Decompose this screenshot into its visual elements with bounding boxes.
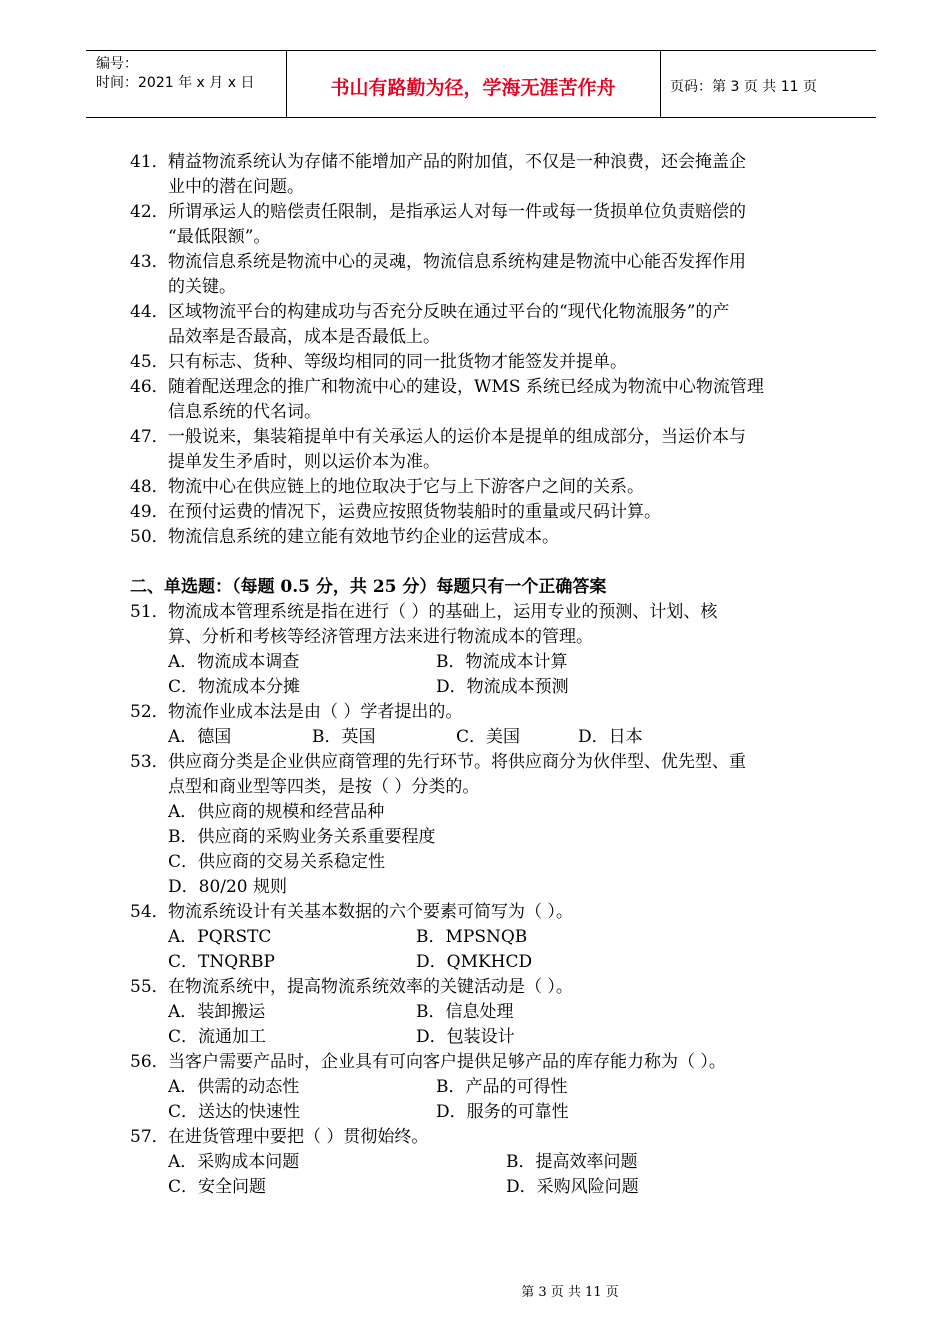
question-text-line: 只有标志、货种、等级均相同的同一批货物才能签发并提单。 <box>168 352 627 372</box>
question-text-line: 随着配送理念的推广和物流中心的建设，WMS 系统已经成为物流中心物流管理 <box>168 377 764 397</box>
question-number: 51． <box>130 602 169 622</box>
question-number: 45． <box>130 352 169 372</box>
code-label: 编号： <box>96 56 138 72</box>
footer-page-number: 第 3 页 共 11 页 <box>521 1285 619 1300</box>
question-text-line: 品效率是否最高，成本是否最低上。 <box>168 327 440 347</box>
answer-option: C．送达的快速性 <box>168 1102 301 1122</box>
answer-option: B．物流成本计算 <box>436 652 568 672</box>
question-text-line: 物流中心在供应链上的地位取决于它与上下游客户之间的关系。 <box>168 477 644 497</box>
answer-option: D．QMKHCD <box>416 952 533 972</box>
answer-option: A．德国 <box>168 727 232 747</box>
question-number: 50． <box>130 527 169 547</box>
answer-option: C．流通加工 <box>168 1027 267 1047</box>
answer-option: A．供需的动态性 <box>168 1077 300 1097</box>
question-number: 53． <box>130 752 169 772</box>
question-text-line: 的关键。 <box>168 277 236 297</box>
answer-option: C．美国 <box>456 727 521 747</box>
answer-option: D．物流成本预测 <box>436 677 569 697</box>
question-text-line: 点型和商业型等四类，是按（ ）分类的。 <box>168 777 480 797</box>
answer-option: D．日本 <box>578 727 643 747</box>
answer-option: A．供应商的规模和经营品种 <box>168 802 385 822</box>
question-text-line: 物流信息系统是物流中心的灵魂，物流信息系统构建是物流中心能否发挥作用 <box>168 252 746 272</box>
question-text-line: 物流成本管理系统是指在进行（ ）的基础上，运用专业的预测、计划、核 <box>168 602 718 622</box>
answer-option: D．80/20 规则 <box>168 877 288 897</box>
answer-option: B．信息处理 <box>416 1002 514 1022</box>
answer-option: C．物流成本分摊 <box>168 677 301 697</box>
header-motto: 书山有路勤为径，学海无涯苦作舟 <box>330 77 616 99</box>
question-text-line: 物流作业成本法是由（ ）学者提出的。 <box>168 702 463 722</box>
question-text-line: 在进货管理中要把（ ）贯彻始终。 <box>168 1127 429 1147</box>
answer-option: D．服务的可靠性 <box>436 1102 569 1122</box>
answer-option: A．PQRSTC <box>168 927 272 947</box>
answer-option: D．包装设计 <box>416 1027 515 1047</box>
question-number: 44． <box>130 302 169 322</box>
question-number: 48． <box>130 477 169 497</box>
answer-option: B．MPSNQB <box>416 927 528 947</box>
answer-option: D．采购风险问题 <box>506 1177 639 1197</box>
question-text-line: 信息系统的代名词。 <box>168 402 321 422</box>
question-number: 41． <box>130 152 169 172</box>
answer-option: C．安全问题 <box>168 1177 267 1197</box>
question-number: 49． <box>130 502 169 522</box>
answer-option: A．物流成本调查 <box>168 652 300 672</box>
answer-option: C．TNQRBP <box>168 952 275 972</box>
question-text-line: 在预付运费的情况下，运费应按照货物装船时的重量或尺码计算。 <box>168 502 661 522</box>
question-number: 46． <box>130 377 169 397</box>
question-text-line: 算、分析和考核等经济管理方法来进行物流成本的管理。 <box>168 627 593 647</box>
answer-option: B．产品的可得性 <box>436 1077 568 1097</box>
question-text-line: 区域物流平台的构建成功与否充分反映在通过平台的“现代化物流服务”的产 <box>168 302 730 322</box>
question-text-line: 在物流系统中，提高物流系统效率的关键活动是（ ）。 <box>168 977 573 997</box>
question-number: 55． <box>130 977 169 997</box>
question-number: 43． <box>130 252 169 272</box>
page-footer <box>0 1281 950 1300</box>
question-number: 42． <box>130 202 169 222</box>
answer-option: B．提高效率问题 <box>506 1152 638 1172</box>
question-number: 52． <box>130 702 169 722</box>
answer-option: C．供应商的交易关系稳定性 <box>168 852 386 872</box>
question-number: 47． <box>130 427 169 447</box>
question-text-line: 物流信息系统的建立能有效地节约企业的运营成本。 <box>168 527 559 547</box>
header-page-info: 页码：第 3 页 共 11 页 <box>670 79 817 95</box>
answer-option: A．采购成本问题 <box>168 1152 300 1172</box>
question-number: 54． <box>130 902 169 922</box>
answer-option: B．英国 <box>312 727 376 747</box>
question-text-line: 一般说来，集装箱提单中有关承运人的运价本是提单的组成部分，当运价本与 <box>168 427 746 447</box>
question-text-line: 提单发生矛盾时，则以运价本为准。 <box>168 452 440 472</box>
question-text-line: 物流系统设计有关基本数据的六个要素可简写为（ ）。 <box>168 902 573 922</box>
question-text-line: 精益物流系统认为存储不能增加产品的附加值，不仅是一种浪费，还会掩盖企 <box>168 152 746 172</box>
question-text-line: 当客户需要产品时，企业具有可向客户提供足够产品的库存能力称为（ ）。 <box>168 1052 726 1072</box>
answer-option: A．装卸搬运 <box>168 1002 266 1022</box>
question-text-line: 供应商分类是企业供应商管理的先行环节。将供应商分为伙伴型、优先型、重 <box>168 752 746 772</box>
question-text-line: 所谓承运人的赔偿责任限制，是指承运人对每一件或每一货损单位负责赔偿的 <box>168 202 746 222</box>
time-label: 时间：2021 年 x 月 x 日 <box>96 75 255 91</box>
question-number: 57． <box>130 1127 169 1147</box>
question-number: 56． <box>130 1052 169 1072</box>
answer-option: B．供应商的采购业务关系重要程度 <box>168 827 436 847</box>
question-text-line: “最低限额”。 <box>168 227 271 247</box>
question-text-line: 业中的潜在问题。 <box>168 177 304 197</box>
section-title: 二、单选题：（每题 0.5 分，共 25 分）每题只有一个正确答案 <box>130 577 607 597</box>
